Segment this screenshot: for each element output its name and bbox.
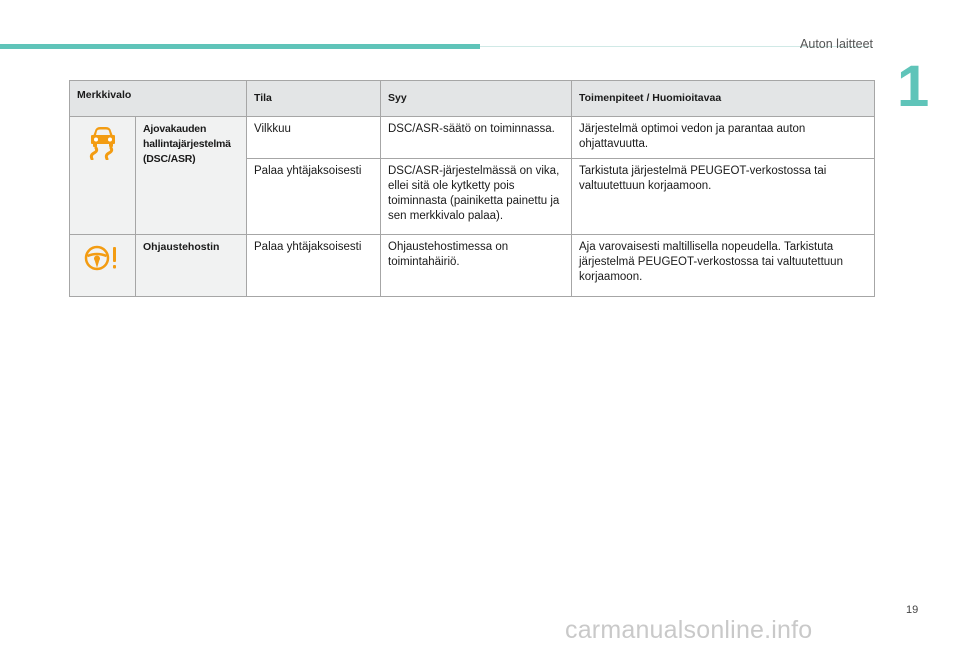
lamp-name: Ajovakauden hallintajärjestelmä (DSC/ASR) (136, 117, 247, 235)
column-header-lamp: Merkkivalo (70, 81, 247, 117)
state-cell: Palaa yhtäjaksoisesti (247, 159, 381, 235)
state-cell: Palaa yhtäjaksoisesti (247, 235, 381, 297)
state-cell: Vilkkuu (247, 117, 381, 159)
watermark: carmanualsonline.info (565, 616, 813, 644)
table-row (70, 117, 875, 159)
section-title: Auton laitteet (800, 37, 873, 51)
action-cell: Aja varovaisesti maltillisella nopeudella. Tarkistuta järjestelmä PEUGEOT-verkostossa tai valtuutettuun korjaamoon. (572, 235, 875, 297)
table-header-row (70, 81, 875, 117)
action-cell: Järjestelmä optimoi vedon ja parantaa auton ohjattavuutta. (572, 117, 875, 159)
page-number: 19 (906, 604, 919, 616)
cause-cell: DSC/ASR-järjestelmässä on vika, ellei sitä ole kytketty pois toiminnasta (painiketta painettu ja sen merkkivalo palaa). (381, 159, 572, 235)
lamp-name: Ohjaustehostin (136, 235, 247, 297)
column-header-cause: Syy (381, 81, 572, 117)
column-header-state: Tila (247, 81, 381, 117)
lamp-icon-cell (70, 235, 136, 297)
cause-cell: DSC/ASR-säätö on toiminnassa. (381, 117, 572, 159)
steering-wheel-warning-icon (84, 244, 122, 277)
cause-cell: Ohjaustehostimessa on toimintahäiriö. (381, 235, 572, 297)
lamp-icon-cell (70, 117, 136, 235)
table-row (70, 235, 875, 297)
chapter-number: 1 (897, 54, 930, 119)
header-accent-bar (0, 44, 480, 49)
column-header-action: Toimenpiteet / Huomioitavaa (572, 81, 875, 117)
skidding-car-icon (88, 126, 118, 165)
action-cell: Tarkistuta järjestelmä PEUGEOT-verkostossa tai valtuutettuun korjaamoon. (572, 159, 875, 235)
warning-lamp-table (69, 80, 875, 297)
